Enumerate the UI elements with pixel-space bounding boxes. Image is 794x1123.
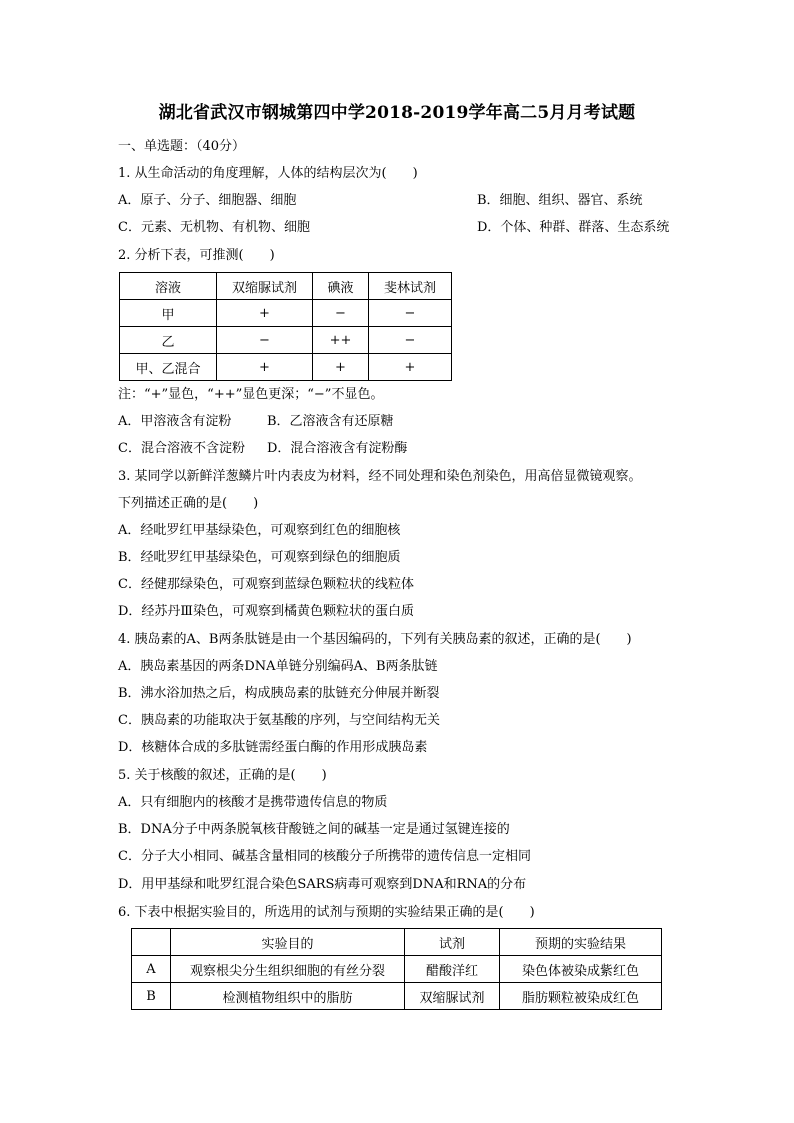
q1-options-row2	[118, 220, 670, 236]
table-cell: 预期的实验结果	[500, 929, 662, 956]
q3-option-d[interactable]: D．经苏丹Ⅲ染色，可观察到橘黄色颗粒状的蛋白质	[118, 604, 414, 619]
table-header-row	[132, 929, 662, 956]
table-cell: ++	[313, 327, 369, 354]
q2-options-row2	[118, 441, 408, 457]
table-cell: 甲、乙混合	[120, 354, 217, 381]
q3-stem-line1: 3. 某同学以新鲜洋葱鳞片叶内表皮为材料，经不同处理和染色剂染色，用高倍显微镜观察。	[118, 469, 642, 484]
q4-option-a[interactable]: A．胰岛素基因的两条DNA单链分别编码A、B两条肽链	[118, 659, 438, 674]
q6-stem: 6. 下表中根据实验目的，所选用的试剂与预期的实验结果正确的是( )	[118, 905, 535, 920]
table-cell: 醋酸洋红	[405, 956, 500, 983]
page-title: 湖北省武汉市钢城第四中学2018-2019学年高二5月月考试题	[158, 103, 636, 123]
table-cell: +	[217, 354, 313, 381]
q5-option-a[interactable]: A．只有细胞内的核酸才是携带遗传信息的物质	[118, 795, 388, 810]
table-cell: −	[313, 300, 369, 327]
table-cell: 碘液	[313, 273, 369, 300]
q5-option-b[interactable]: B．DNA分子中两条脱氧核苷酸链之间的碱基一定是通过氢键连接的	[118, 822, 510, 837]
table-header-row	[120, 273, 452, 300]
q2-option-c[interactable]: C．混合溶液不含淀粉	[118, 441, 245, 456]
q3-option-b[interactable]: B．经吡罗红甲基绿染色，可观察到绿色的细胞质	[118, 550, 401, 565]
table-cell: +	[313, 354, 369, 381]
q4-option-b[interactable]: B．沸水浴加热之后，构成胰岛素的肽链充分伸展并断裂	[118, 686, 440, 701]
q4-stem: 4. 胰岛素的A、B两条肽链是由一个基因编码的，下列有关胰岛素的叙述，正确的是( )	[118, 632, 632, 647]
table-cell: 检测植物组织中的脂肪	[171, 983, 405, 1010]
q2-option-d[interactable]: D．混合溶液含有淀粉酶	[267, 441, 408, 456]
table-cell: 乙	[120, 327, 217, 354]
table-cell: 试剂	[405, 929, 500, 956]
table-row	[132, 983, 662, 1010]
table-cell: 染色体被染成紫红色	[500, 956, 662, 983]
q1-option-b[interactable]: B．细胞、组织、器官、系统	[477, 193, 643, 208]
table-cell: A	[132, 956, 171, 983]
table-cell: +	[369, 354, 452, 381]
q3-option-c[interactable]: C．经健那绿染色，可观察到蓝绿色颗粒状的线粒体	[118, 577, 414, 592]
q2-option-b[interactable]: B．乙溶液含有还原糖	[267, 414, 394, 429]
q5-option-c[interactable]: C．分子大小相同、碱基含量相同的核酸分子所携带的遗传信息一定相同	[118, 849, 531, 864]
q2-table	[119, 272, 452, 381]
q4-option-d[interactable]: D．核糖体合成的多肽链需经蛋白酶的作用形成胰岛素	[118, 740, 428, 755]
q1-option-c[interactable]: C．元素、无机物、有机物、细胞	[118, 220, 310, 235]
table-cell: 观察根尖分生组织细胞的有丝分裂	[171, 956, 405, 983]
table-cell: 双缩脲试剂	[405, 983, 500, 1010]
table-cell: −	[217, 327, 313, 354]
section-heading: 一、单选题：（40分）	[118, 139, 246, 154]
table-row	[132, 956, 662, 983]
q3-option-a[interactable]: A．经吡罗红甲基绿染色，可观察到红色的细胞核	[118, 523, 401, 538]
q2-note: 注：“+”显色，“++”显色更深；“−”不显色。	[118, 387, 384, 402]
q2-options-row1	[118, 414, 394, 430]
q1-stem: 1. 从生命活动的角度理解，人体的结构层次为( )	[118, 166, 418, 181]
table-row	[120, 327, 452, 354]
table-cell: +	[217, 300, 313, 327]
q5-option-d[interactable]: D．用甲基绿和吡罗红混合染色SARS病毒可观察到DNA和RNA的分布	[118, 877, 527, 892]
table-row	[120, 354, 452, 381]
table-cell	[132, 929, 171, 956]
q1-option-d[interactable]: D．个体、种群、群落、生态系统	[477, 220, 670, 235]
table-row	[120, 300, 452, 327]
q2-option-a[interactable]: A．甲溶液含有淀粉	[118, 414, 232, 429]
table-cell: 实验目的	[171, 929, 405, 956]
q5-stem: 5. 关于核酸的叙述，正确的是( )	[118, 768, 327, 783]
table-cell: B	[132, 983, 171, 1010]
table-cell: 脂肪颗粒被染成红色	[500, 983, 662, 1010]
table-cell: 甲	[120, 300, 217, 327]
q1-option-a[interactable]: A．原子、分子、细胞器、细胞	[118, 193, 297, 208]
table-cell: −	[369, 327, 452, 354]
table-cell: 双缩脲试剂	[217, 273, 313, 300]
q6-table	[131, 928, 662, 1010]
q4-option-c[interactable]: C．胰岛素的功能取决于氨基酸的序列，与空间结构无关	[118, 713, 440, 728]
table-cell: −	[369, 300, 452, 327]
q2-stem: 2. 分析下表，可推测( )	[118, 248, 275, 263]
q3-stem-line2: 下列描述正确的是( )	[118, 496, 259, 511]
table-cell: 斐林试剂	[369, 273, 452, 300]
q1-options-row1	[118, 193, 643, 209]
table-cell: 溶液	[120, 273, 217, 300]
